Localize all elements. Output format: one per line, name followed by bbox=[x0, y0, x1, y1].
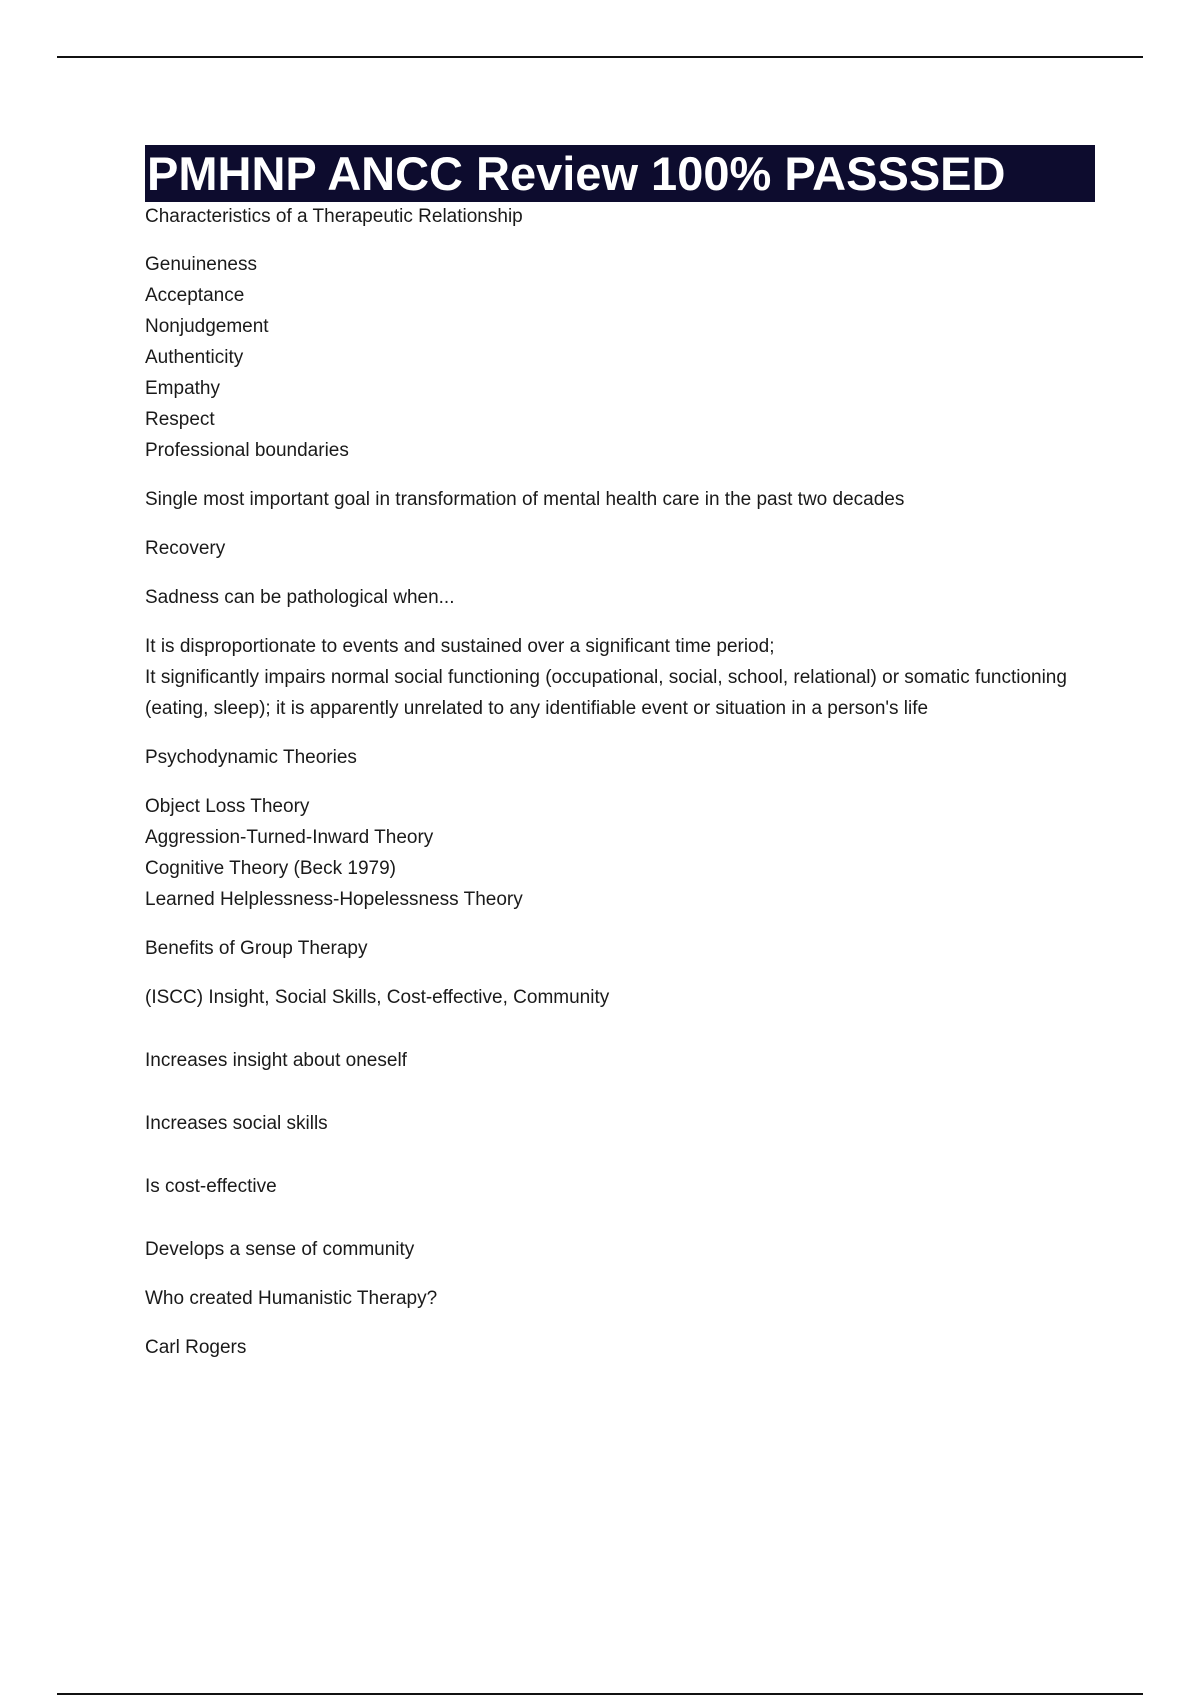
question-psychodynamic: Psychodynamic Theories bbox=[145, 747, 357, 768]
answer-therapeutic-relationship-list bbox=[145, 249, 1095, 466]
answer-mental-health-goal: Recovery bbox=[145, 538, 226, 559]
answer-sadness bbox=[145, 631, 1095, 724]
answer-sadness-line1: It is disproportionate to events and sustained over a significant time period; bbox=[145, 636, 775, 657]
question-therapeutic-relationship: Characteristics of a Therapeutic Relationship bbox=[145, 206, 523, 227]
group-therapy-benefit: Increases social skills bbox=[145, 1113, 328, 1134]
question-sadness: Sadness can be pathological when... bbox=[145, 587, 455, 608]
list-item: Professional boundaries bbox=[145, 440, 349, 461]
bottom-rule bbox=[57, 1693, 1143, 1695]
list-item: Nonjudgement bbox=[145, 316, 269, 337]
list-item: Genuineness bbox=[145, 254, 257, 275]
list-item: Authenticity bbox=[145, 347, 244, 368]
list-item: Respect bbox=[145, 409, 215, 430]
question-humanistic: Who created Humanistic Therapy? bbox=[145, 1288, 438, 1309]
list-item: Cognitive Theory (Beck 1979) bbox=[145, 858, 396, 879]
group-therapy-benefit: Increases insight about oneself bbox=[145, 1050, 407, 1071]
group-therapy-benefit: Develops a sense of community bbox=[145, 1239, 415, 1260]
group-therapy-benefit: Is cost-effective bbox=[145, 1176, 277, 1197]
list-item: Learned Helplessness-Hopelessness Theory bbox=[145, 889, 523, 910]
answer-group-therapy-summary: (ISCC) Insight, Social Skills, Cost-effective, Community bbox=[145, 987, 610, 1008]
answer-humanistic: Carl Rogers bbox=[145, 1337, 247, 1358]
top-rule bbox=[57, 56, 1143, 58]
document-title: PMHNP ANCC Review 100% PASSSED bbox=[145, 145, 1095, 202]
list-item: Object Loss Theory bbox=[145, 796, 310, 817]
answer-psychodynamic-list bbox=[145, 791, 1095, 915]
question-group-therapy: Benefits of Group Therapy bbox=[145, 938, 368, 959]
question-mental-health-goal: Single most important goal in transformation of mental health care in the past two decades bbox=[145, 489, 905, 510]
answer-sadness-line2: It significantly impairs normal social functioning (occupational, social, school, relational) or somatic functioning (eating, sleep); it is apparently unrelated to any identifiable event or situation in a person's life bbox=[145, 667, 1067, 719]
list-item: Empathy bbox=[145, 378, 220, 399]
list-item: Aggression-Turned-Inward Theory bbox=[145, 827, 434, 848]
document-body bbox=[145, 145, 1095, 1363]
list-item: Acceptance bbox=[145, 285, 245, 306]
